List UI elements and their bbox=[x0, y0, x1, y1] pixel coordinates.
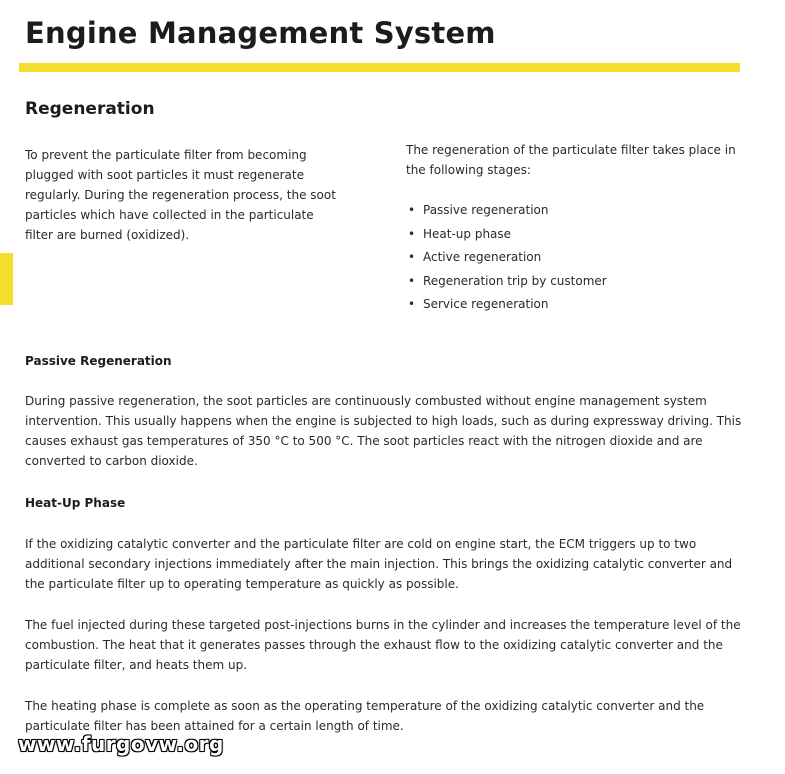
list-item-service-regeneration bbox=[408, 293, 607, 317]
bullet-glyph: • bbox=[408, 273, 416, 288]
website-watermark: www.furgovw.org bbox=[18, 732, 224, 756]
heat-up-paragraph-2: The fuel injected during these targeted post-injections burns in the cylinder and increases the temperature level of the combustion. The heat that it generates passes through the exhaust flow to the oxidizing catalytic converter and the particulate filter, and heats them up. bbox=[25, 618, 741, 672]
list-item-active-regeneration bbox=[408, 246, 607, 270]
list-item-regeneration-trip bbox=[408, 270, 607, 294]
list-item-heat-up-phase bbox=[408, 223, 607, 247]
bullet-glyph: • bbox=[408, 250, 416, 264]
passive-regeneration-paragraph: During passive regeneration, the soot particles are continuously combusted without engine management system intervention. This usually happens when the engine is subjected to high loads, such as during expressway driving. This causes exhaust gas temperatures of 350 °C to 500 °C. The soot particles react with the nitrogen dioxide and are converted to carbon dioxide. bbox=[25, 394, 742, 468]
list-item-label: Service regeneration bbox=[423, 297, 549, 311]
list-item-label: Heat-up phase bbox=[423, 226, 512, 241]
list-item-passive-regeneration bbox=[408, 199, 607, 223]
bullet-glyph: • bbox=[408, 297, 416, 311]
regeneration-stages-list bbox=[408, 199, 607, 317]
list-item-label: Regeneration trip by customer bbox=[423, 273, 607, 288]
title-underline bbox=[19, 63, 740, 72]
bullet-glyph: • bbox=[408, 203, 416, 217]
regeneration-intro-paragraph: To prevent the particulate filter from becoming plugged with soot particles it must regenerate regularly. During the regeneration process, the soot particles which have collected in the particulate filter are burned (oxidized). bbox=[25, 148, 336, 242]
subheading-heat-up-phase: Heat-Up Phase bbox=[25, 496, 126, 510]
section-heading-regeneration: Regeneration bbox=[25, 99, 155, 119]
subheading-passive-regeneration: Passive Regeneration bbox=[25, 354, 172, 368]
stages-intro-paragraph: The regeneration of the particulate filter takes place in the following stages: bbox=[406, 143, 736, 177]
heat-up-paragraph-1: If the oxidizing catalytic converter and the particulate filter are cold on engine start, the ECM triggers up to two additional secondary injections immediately after the main injection. This brings the oxidizing catalytic converter and the particulate filter up to operating temperature as quickly as possible. bbox=[25, 537, 733, 591]
page-title: Engine Management System bbox=[25, 16, 496, 50]
side-tab-marker bbox=[0, 253, 13, 305]
list-item-label: Active regeneration bbox=[423, 250, 542, 264]
heat-up-paragraph-3: The heating phase is complete as soon as the operating temperature of the oxidizing catalytic converter and the particulate filter has been attained for a certain length of time. bbox=[25, 699, 705, 733]
bullet-glyph: • bbox=[408, 226, 416, 241]
list-item-label: Passive regeneration bbox=[423, 203, 549, 217]
